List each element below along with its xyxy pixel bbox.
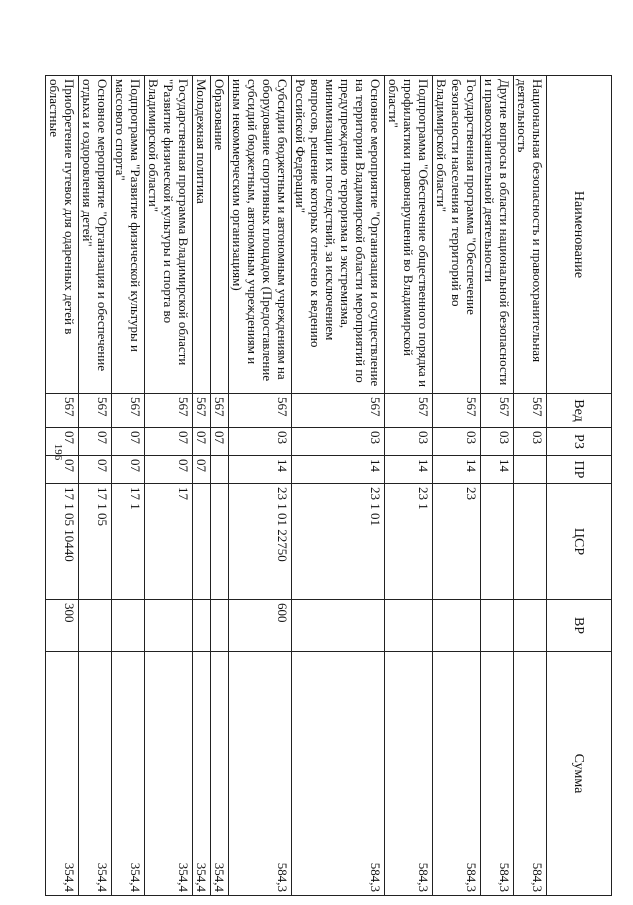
cell-csr: 23 1 — [385, 484, 433, 600]
header-ved: Вед — [547, 394, 612, 428]
cell-vr — [514, 600, 547, 652]
cell-vr — [211, 600, 229, 652]
cell-csr — [211, 484, 229, 600]
cell-name: Молодежная политика — [193, 76, 211, 394]
cell-name: Основное мероприятие "Организация и осуществление на территории Владимирской области мероприятий по предупреждению терроризма и экстремизма, минимизации их последствий, за исключением вопросов, решение которых отнесено к ведению Российской Федерации" — [292, 76, 385, 394]
cell-rz: 03 — [481, 428, 514, 456]
cell-sum: 354,4 — [193, 652, 211, 896]
page-number: 196 — [52, 443, 64, 461]
cell-csr: 23 1 01 — [292, 484, 385, 600]
table-row — [193, 76, 211, 896]
cell-rz: 07 — [145, 428, 193, 456]
cell-pr — [211, 456, 229, 484]
cell-csr — [514, 484, 547, 600]
cell-sum: 584,3 — [433, 652, 481, 896]
header-name: Наименование — [547, 76, 612, 394]
cell-name: Государственная программа "Обеспечение безопасности населения и территорий во Владимирской области" — [433, 76, 481, 394]
cell-sum: 354,4 — [112, 652, 145, 896]
cell-vr — [145, 600, 193, 652]
cell-sum: 584,3 — [385, 652, 433, 896]
cell-sum: 354,4 — [46, 652, 79, 896]
cell-ved: 567 — [481, 394, 514, 428]
cell-rz: 03 — [514, 428, 547, 456]
cell-vr — [481, 600, 514, 652]
header-sum: Сумма — [547, 652, 612, 896]
cell-csr — [193, 484, 211, 600]
cell-ved: 567 — [145, 394, 193, 428]
cell-ved: 567 — [229, 394, 292, 428]
cell-csr: 17 1 — [112, 484, 145, 600]
cell-pr: 14 — [481, 456, 514, 484]
cell-ved: 567 — [292, 394, 385, 428]
table-row — [433, 76, 481, 896]
table-row — [229, 76, 292, 896]
cell-rz: 03 — [292, 428, 385, 456]
cell-ved: 567 — [385, 394, 433, 428]
cell-vr — [385, 600, 433, 652]
cell-csr — [481, 484, 514, 600]
header-rz: РЗ — [547, 428, 612, 456]
cell-sum: 354,4 — [79, 652, 112, 896]
cell-name: Приобретение путевок для одаренных детей в областные — [46, 76, 79, 394]
cell-csr: 17 — [145, 484, 193, 600]
cell-name: Подпрограмма "Развитие физической культуры и массового спорта" — [112, 76, 145, 394]
cell-sum: 584,3 — [481, 652, 514, 896]
cell-vr — [112, 600, 145, 652]
header-vr: ВР — [547, 600, 612, 652]
cell-sum: 584,3 — [514, 652, 547, 896]
header-pr: ПР — [547, 456, 612, 484]
table-row — [112, 76, 145, 896]
cell-vr — [79, 600, 112, 652]
cell-rz: 07 — [79, 428, 112, 456]
table-row — [514, 76, 547, 896]
cell-csr: 23 — [433, 484, 481, 600]
cell-name: Государственная программа Владимирской области "Развитие физической культуры и спорта во Владимирской области" — [145, 76, 193, 394]
cell-csr: 23 1 01 22750 — [229, 484, 292, 600]
table-row — [481, 76, 514, 896]
cell-rz: 07 — [211, 428, 229, 456]
cell-pr: 07 — [145, 456, 193, 484]
cell-vr — [193, 600, 211, 652]
cell-sum: 584,3 — [292, 652, 385, 896]
cell-vr: 600 — [229, 600, 292, 652]
header-csr: ЦСР — [547, 484, 612, 600]
cell-pr: 14 — [229, 456, 292, 484]
cell-pr: 07 — [112, 456, 145, 484]
cell-ved: 567 — [79, 394, 112, 428]
cell-name: Другие вопросы в области национальной безопасности и правоохранительной деятельности — [481, 76, 514, 394]
cell-vr: 300 — [46, 600, 79, 652]
budget-table — [45, 75, 612, 896]
cell-pr: 07 — [193, 456, 211, 484]
table-row — [385, 76, 433, 896]
cell-pr: 07 — [79, 456, 112, 484]
cell-name: Субсидии бюджетным и автономным учреждениям на оборудование спортивных площадок (Предоставление субсидий бюджетным, автономным учреждениям и иным некоммерческим организациям) — [229, 76, 292, 394]
cell-pr: 14 — [292, 456, 385, 484]
cell-ved: 567 — [193, 394, 211, 428]
cell-ved: 567 — [112, 394, 145, 428]
cell-rz: 07 — [46, 428, 79, 456]
cell-name: Подпрограмма "Обеспечение общественного порядка и профилактики правонарушений во Владимирской области" — [385, 76, 433, 394]
cell-ved: 567 — [433, 394, 481, 428]
table-row — [79, 76, 112, 896]
cell-rz: 03 — [229, 428, 292, 456]
cell-rz: 07 — [193, 428, 211, 456]
cell-ved: 567 — [211, 394, 229, 428]
cell-sum: 584,3 — [229, 652, 292, 896]
cell-rz: 03 — [385, 428, 433, 456]
cell-pr: 14 — [433, 456, 481, 484]
cell-pr: 14 — [385, 456, 433, 484]
cell-vr — [433, 600, 481, 652]
cell-rz: 03 — [433, 428, 481, 456]
cell-name: Основное мероприятие "Организация и обеспечение отдыха и оздоровления детей" — [79, 76, 112, 394]
cell-ved: 567 — [46, 394, 79, 428]
cell-ved: 567 — [514, 394, 547, 428]
table-row — [145, 76, 193, 896]
table-header-row — [547, 76, 612, 896]
table-row — [292, 76, 385, 896]
cell-rz: 07 — [112, 428, 145, 456]
cell-sum: 354,4 — [145, 652, 193, 896]
cell-pr — [514, 456, 547, 484]
cell-csr: 17 1 05 — [79, 484, 112, 600]
cell-pr: 07 — [46, 456, 79, 484]
cell-vr — [292, 600, 385, 652]
table-row — [211, 76, 229, 896]
cell-sum: 354,4 — [211, 652, 229, 896]
cell-name: Образование — [211, 76, 229, 394]
cell-csr: 17 1 05 10440 — [46, 484, 79, 600]
table-row — [46, 76, 79, 896]
cell-name: Национальная безопасность и правоохранительная деятельность — [514, 76, 547, 394]
